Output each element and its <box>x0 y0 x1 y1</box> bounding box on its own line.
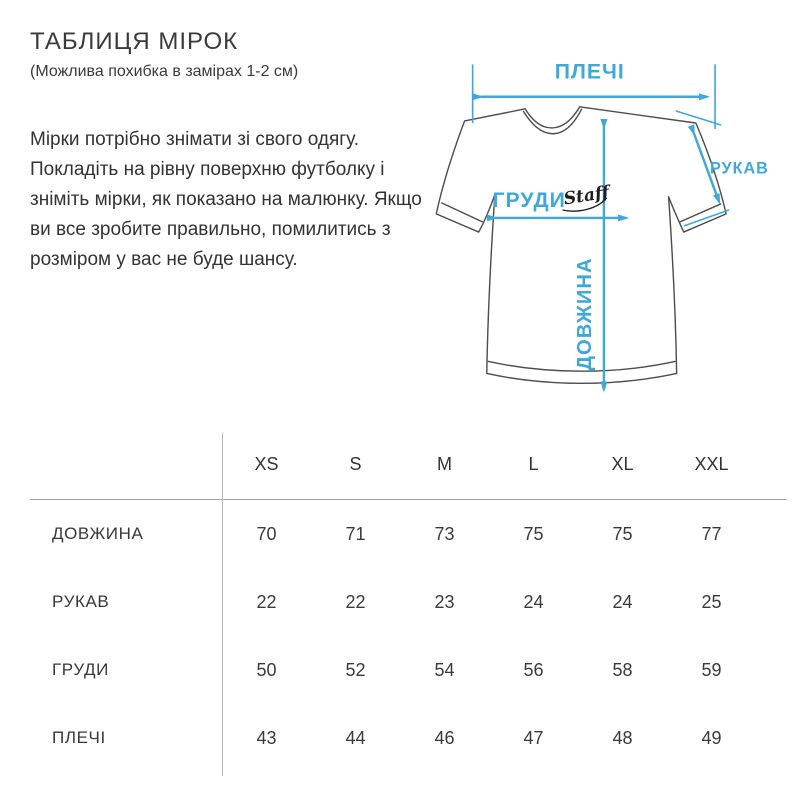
tshirt-measurement-diagram <box>428 22 792 426</box>
page-subtitle: (Можлива похибка в замірах 1-2 см) <box>30 63 299 80</box>
column-header-xs: XS <box>254 454 279 474</box>
table-row-sleeve <box>30 568 787 636</box>
cell-length-xl: 75 <box>612 523 633 544</box>
cell-sleeve-l: 24 <box>523 591 544 612</box>
row-label: ПЛЕЧІ <box>52 728 106 747</box>
column-header-xl: XL <box>611 454 634 474</box>
column-header-m: M <box>437 454 452 474</box>
column-header-l: L <box>528 454 539 474</box>
brand-logo-text: Staff <box>562 182 611 210</box>
cell-sleeve-s: 22 <box>345 591 366 612</box>
row-label: ДОВЖИНА <box>52 524 144 543</box>
size-table <box>30 430 787 772</box>
size-table-header-row <box>30 430 787 500</box>
cell-length-xxl: 77 <box>701 523 722 544</box>
cell-shoulders-s: 44 <box>345 727 366 748</box>
cell-sleeve-xs: 22 <box>256 591 277 612</box>
cell-length-s: 71 <box>345 523 366 544</box>
length-label: ДОВЖИНА <box>573 257 596 371</box>
table-divider-line <box>222 433 223 776</box>
cell-chest-xs: 50 <box>256 659 277 680</box>
row-label: РУКАВ <box>52 592 110 611</box>
sleeve-label: РУКАВ <box>709 159 769 178</box>
page-title: ТАБЛИЦЯ МІРОК <box>30 28 239 55</box>
table-row-chest <box>30 636 787 704</box>
column-header-s: S <box>349 454 362 474</box>
cell-length-xs: 70 <box>256 523 277 544</box>
cell-sleeve-xxl: 25 <box>701 591 722 612</box>
shoulders-label: ПЛЕЧІ <box>554 60 625 84</box>
cell-shoulders-l: 47 <box>523 727 544 748</box>
cell-chest-m: 54 <box>434 659 455 680</box>
cell-chest-xl: 58 <box>612 659 633 680</box>
cell-sleeve-m: 23 <box>434 591 455 612</box>
cell-chest-l: 56 <box>523 659 544 680</box>
cell-shoulders-xs: 43 <box>256 727 277 748</box>
chest-label: ГРУДИ <box>492 188 566 212</box>
cell-shoulders-xxl: 49 <box>701 727 722 748</box>
cell-length-l: 75 <box>523 523 544 544</box>
cell-shoulders-xl: 48 <box>612 727 633 748</box>
table-row-shoulders <box>30 704 787 772</box>
cell-shoulders-m: 46 <box>434 727 455 748</box>
measurement-instructions: Мірки потрібно знімати зі свого одягу. Покладіть на рівну поверхню футболку і зніміть мірки, як показано на малюнку. Якщо ви все зробите правильно, помилитись з розміром у вас не буде шансу. <box>30 129 422 270</box>
cell-length-m: 73 <box>434 523 455 544</box>
cell-sleeve-xl: 24 <box>612 591 633 612</box>
intro-block <box>30 28 430 275</box>
table-row-length <box>30 500 787 568</box>
column-header-xxl: XXL <box>694 454 729 474</box>
cell-chest-s: 52 <box>345 659 366 680</box>
cell-chest-xxl: 59 <box>701 659 722 680</box>
row-label: ГРУДИ <box>52 660 109 679</box>
